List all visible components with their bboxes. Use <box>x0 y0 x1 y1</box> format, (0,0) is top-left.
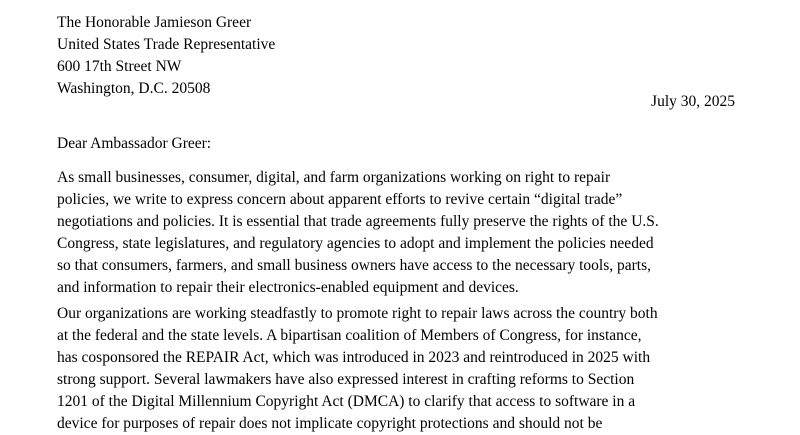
address-line: The Honorable Jamieson Greer <box>57 14 252 31</box>
paragraph-line: 1201 of the Digital Millennium Copyright Act (DMCA) to clarify that access to software in a <box>57 393 636 410</box>
address-line: 600 17th Street NW <box>57 58 182 75</box>
address-line: United States Trade Representative <box>57 36 276 53</box>
paragraph-2 <box>57 303 757 435</box>
paragraph-line: device for purposes of repair does not implicate copyright protections and should not be <box>57 415 603 432</box>
paragraph-line: so that consumers, farmers, and small business owners have access to the necessary tools, parts, <box>57 257 652 274</box>
paragraph-line: Congress, state legislatures, and regulatory agencies to adopt and implement the policies needed <box>57 235 654 252</box>
address-line: Washington, D.C. 20508 <box>57 80 211 97</box>
paragraph-line: at the federal and the state levels. A bipartisan coalition of Members of Congress, for instance, <box>57 327 642 344</box>
paragraph-line: negotiations and policies. It is essential that trade agreements fully preserve the rights of the U.S. <box>57 213 659 230</box>
paragraph-line: has cosponsored the REPAIR Act, which was introduced in 2023 and reintroduced in 2025 with <box>57 349 651 366</box>
paragraph-line: As small businesses, consumer, digital, and farm organizations working on right to repair <box>57 169 611 186</box>
recipient-address <box>57 12 757 100</box>
paragraph-line: policies, we write to express concern about apparent efforts to revive certain “digital trade” <box>57 191 623 208</box>
paragraph-line: and information to repair their electronics-enabled equipment and devices. <box>57 279 519 296</box>
paragraph-line: Our organizations are working steadfastly to promote right to repair laws across the country both <box>57 305 658 322</box>
letter-date: July 30, 2025 <box>651 93 735 110</box>
paragraph-1 <box>57 167 757 299</box>
paragraph-line: strong support. Several lawmakers have also expressed interest in crafting reforms to Section <box>57 371 635 388</box>
salutation: Dear Ambassador Greer: <box>57 135 212 152</box>
